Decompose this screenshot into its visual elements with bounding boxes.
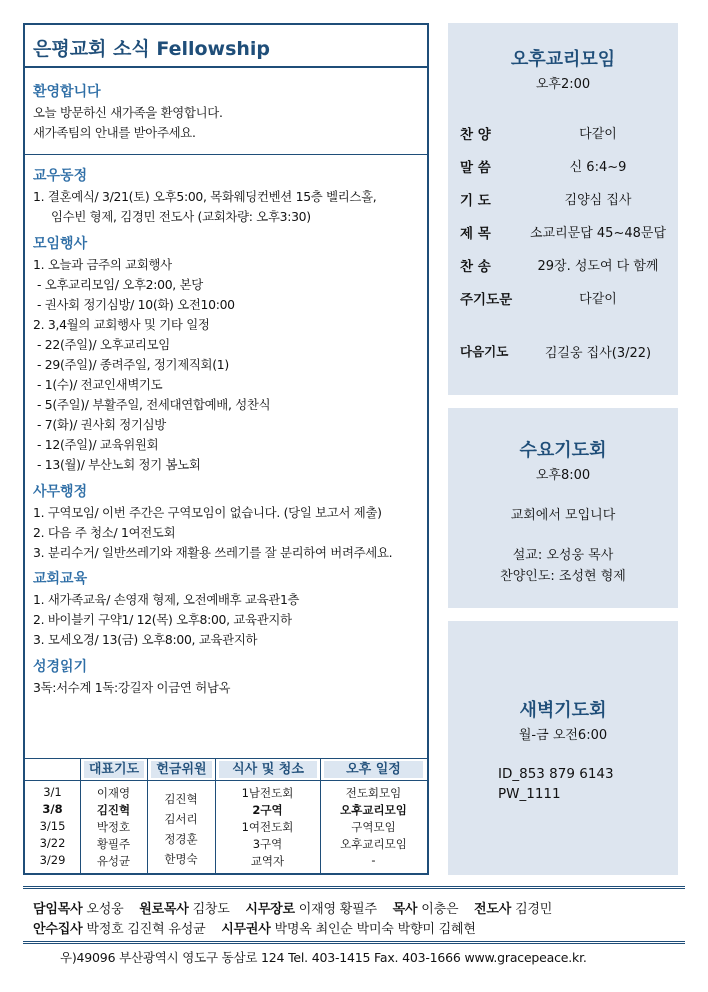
welcome-line: 새가족팀의 안내를 받아주세요.: [33, 125, 196, 140]
table-date: 3/15: [39, 819, 66, 833]
afternoon-study-panel: [448, 23, 678, 395]
staff-role: 담임목사: [33, 902, 83, 917]
table-cell-afternoon: 오후교리모임: [340, 803, 407, 817]
section-line: 임수빈 형제, 김경민 전도사 (교회차량: 오후3:30): [51, 209, 311, 224]
meeting-password: PW_1111: [498, 786, 561, 802]
section-line: - 1(수)/ 전교인새벽기도: [37, 377, 163, 392]
footer-divider: [23, 941, 685, 944]
section-heading-events: 모임행사: [33, 236, 88, 252]
church-address: 우)49096 부산광역시 영도구 동삼로 124 Tel. 403-1415 Fax. 403-1666 www.gracepeace.kr.: [60, 950, 587, 965]
staff-name: 박정호 김진혁 유성균: [86, 922, 206, 937]
table-cell-afternoon: -: [371, 853, 376, 867]
table-cell-prayer: 황필주: [96, 837, 131, 851]
staff-role: 시무권사: [221, 922, 271, 937]
panel-title: 새벽기도회: [519, 700, 607, 721]
table-cell-cleaning: 1남전도회: [241, 786, 294, 800]
table-header-offering: 헌금위원: [151, 761, 212, 778]
section-line: - 권사회 정기심방/ 10(화) 오전10:00: [37, 297, 235, 312]
panel-title: 오후교리모임: [510, 49, 616, 70]
church-news-box: [23, 23, 429, 875]
welcome-heading: 환영합니다: [33, 84, 101, 100]
table-cell-prayer: 이재영: [96, 786, 131, 800]
panel-text: 찬양인도: 조성현 형제: [500, 569, 626, 584]
section-line: 1. 결혼예식/ 3/21(토) 오후5:00, 목화웨딩컨벤션 15층 벨리스홀,: [33, 189, 377, 204]
table-cell-cleaning: 1여전도회: [241, 820, 294, 834]
order-label: 말 씀: [460, 160, 491, 176]
table-cell-cleaning: 교역자: [250, 854, 285, 868]
panel-time: 오후2:00: [535, 77, 591, 92]
staff-name: 오성웅: [86, 902, 124, 917]
order-value: 소교리문답 45~48문답: [529, 226, 666, 241]
table-cell-cleaning: 2구역: [252, 803, 283, 817]
wednesday-prayer-panel: [448, 408, 678, 608]
section-line: 1. 구역모임/ 이번 주간은 구역모임이 없습니다. (당일 보고서 제출): [33, 505, 382, 520]
panel-text: 교회에서 모입니다: [510, 508, 616, 523]
staff-role: 원로목사: [139, 902, 189, 917]
section-line: 2. 3,4월의 교회행사 및 기타 일정: [33, 317, 210, 332]
section-line: 2. 다음 주 청소/ 1여전도회: [33, 525, 176, 540]
order-value: 29장. 성도여 다 함께: [537, 259, 659, 274]
section-line: 1. 오늘과 금주의 교회행사: [33, 257, 172, 272]
section-line: 3. 분리수거/ 일반쓰레기와 재활용 쓰레기를 잘 분리하여 버려주세요.: [33, 545, 393, 560]
panel-time: 월-금 오전6:00: [518, 728, 608, 743]
news-title-bar: [25, 25, 427, 68]
staff-role: 시무장로: [245, 902, 295, 917]
order-label: 제 목: [460, 226, 491, 242]
staff-role: 목사: [392, 902, 418, 917]
order-value: 신 6:4~9: [569, 160, 627, 175]
section-heading-education: 교회교육: [33, 571, 88, 587]
section-line: - 오후교리모임/ 오후2:00, 본당: [37, 277, 203, 292]
table-cell-prayer: 유성균: [96, 854, 131, 868]
section-line: - 7(화)/ 권사회 정기심방: [37, 417, 166, 432]
table-cell-offering: 김서리: [164, 812, 198, 826]
section-heading-members: 교우동정: [33, 168, 88, 184]
table-header-border: [25, 780, 427, 781]
table-header-prayer: 대표기도: [84, 761, 144, 778]
next-prayer-label: 다음기도: [460, 344, 509, 359]
table-cell-afternoon: 전도회모임: [345, 786, 402, 800]
welcome-line: 오늘 방문하신 새가족을 환영합니다.: [33, 105, 223, 120]
staff-name: 김경민: [515, 902, 553, 917]
staff-name: 박명옥 최인순 박미숙 박향미 김혜현: [274, 922, 476, 937]
section-line: 3. 모세오경/ 13(금) 오후8:00, 교육관지하: [33, 632, 258, 647]
panel-time: 오후8:00: [535, 468, 591, 483]
divider: [25, 154, 427, 155]
table-top-border: [25, 758, 427, 759]
section-line: - 5(주일)/ 부활주일, 전세대연합예배, 성찬식: [37, 397, 271, 412]
section-heading-admin: 사무행정: [33, 484, 88, 500]
staff-name: 이충은: [421, 902, 459, 917]
table-date: 3/8: [42, 802, 63, 816]
order-label: 찬 송: [460, 259, 491, 275]
section-line: 3독:서수계 1독:강길자 이금연 허남옥: [33, 680, 231, 695]
order-value: 다같이: [579, 292, 617, 307]
section-line: - 13(월)/ 부산노회 정기 봄노회: [37, 457, 201, 472]
staff-name: 김창도: [192, 902, 230, 917]
section-line: 2. 바이블키 구약1/ 12(목) 오후8:00, 교육관지하: [33, 612, 292, 627]
section-line: - 22(주일)/ 오후교리모임: [37, 337, 170, 352]
table-cell-offering: 한명숙: [164, 852, 198, 866]
table-date: 3/22: [39, 836, 66, 850]
table-cell-cleaning: 3구역: [252, 837, 283, 851]
staff-name: 이재영 황필주: [298, 902, 377, 917]
table-header-afternoon: 오후 일정: [324, 761, 423, 778]
order-value: 다같이: [579, 127, 617, 142]
footer-divider: [23, 886, 685, 889]
section-line: 1. 새가족교육/ 손영재 형제, 오전예배후 교육관1층: [33, 592, 300, 607]
staff-role: 전도사: [474, 902, 512, 917]
section-line: - 12(주일)/ 교육위원회: [37, 437, 159, 452]
table-cell-prayer: 김진혁: [96, 803, 131, 817]
panel-title: 수요기도회: [519, 440, 607, 461]
dawn-prayer-panel: [448, 621, 678, 875]
page-title: 은평교회 소식 Fellowship: [33, 38, 271, 60]
table-header-cleaning: 식사 및 청소: [219, 761, 317, 778]
table-cell-offering: 정경훈: [164, 832, 198, 846]
staff-row: [33, 918, 476, 937]
staff-role: 안수집사: [33, 922, 83, 937]
table-cell-afternoon: 오후교리모임: [340, 837, 407, 851]
table-cell-offering: 김진혁: [164, 792, 198, 806]
staff-row: [33, 898, 552, 917]
order-label: 주기도문: [460, 292, 513, 308]
order-label: 기 도: [460, 193, 491, 209]
table-date: 3/29: [39, 853, 66, 867]
section-line: - 29(주일)/ 종려주일, 정기제직회(1): [37, 357, 229, 372]
table-date: 3/1: [43, 785, 62, 799]
table-cell-prayer: 박정호: [96, 820, 131, 834]
order-label: 찬 양: [460, 127, 491, 143]
order-value: 김양심 집사: [564, 193, 632, 208]
meeting-id: ID_853 879 6143: [498, 766, 614, 782]
table-cell-afternoon: 구역모임: [351, 820, 396, 834]
next-prayer-value: 김길웅 집사(3/22): [544, 346, 652, 361]
panel-text: 설교: 오성웅 목사: [512, 548, 614, 563]
section-heading-bible-reading: 성경읽기: [33, 659, 88, 675]
